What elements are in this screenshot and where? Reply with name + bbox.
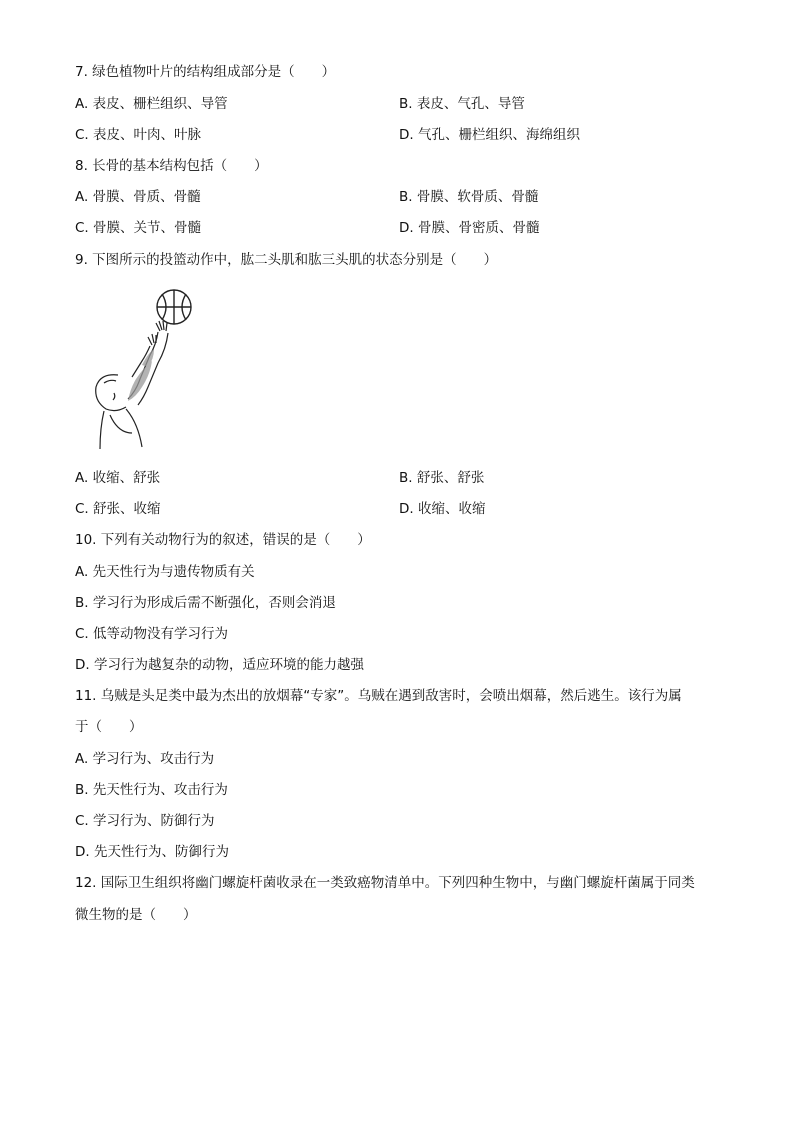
- q9-option-c: C. 舒张、收缩: [75, 501, 161, 517]
- q8-option-a: A. 骨膜、骨质、骨髓: [75, 189, 201, 205]
- basketball-icon: [157, 290, 191, 324]
- q10-option-b: B. 学习行为形成后需不断强化，否则会消退: [75, 595, 336, 611]
- q11-option-a: A. 学习行为、攻击行为: [75, 751, 215, 767]
- q10-option-c: C. 低等动物没有学习行为: [75, 626, 229, 642]
- q12-stem-line1: 12. 国际卫生组织将幽门螺旋杆菌收录在一类致癌物清单中。下列四种生物中，与幽门螺旋杆菌属于同类: [75, 875, 695, 891]
- q8-option-c: C. 骨膜、关节、骨髓: [75, 220, 202, 236]
- q9-option-a: A. 收缩、舒张: [75, 470, 161, 486]
- q12-stem-line2: 微生物的是（ ）: [75, 907, 197, 923]
- q10-option-a: A. 先天性行为与遗传物质有关: [75, 564, 255, 580]
- q8-option-b: B. 骨膜、软骨质、骨髓: [399, 189, 539, 205]
- q7-stem: 7. 绿色植物叶片的结构组成部分是（ ）: [75, 64, 336, 80]
- q9-option-b: B. 舒张、舒张: [399, 470, 485, 486]
- q11-stem-line2: 于（ ）: [75, 719, 143, 735]
- basketball-shooting-figure: [86, 283, 206, 449]
- q7-option-b: B. 表皮、气孔、导管: [399, 96, 525, 112]
- q9-option-d: D. 收缩、收缩: [399, 501, 486, 517]
- q8-stem: 8. 长骨的基本结构包括（ ）: [75, 158, 268, 174]
- q10-stem: 10. 下列有关动物行为的叙述，错误的是（ ）: [75, 532, 371, 548]
- q7-option-c: C. 表皮、叶肉、叶脉: [75, 127, 202, 143]
- q7-option-d: D. 气孔、栅栏组织、海绵组织: [399, 127, 580, 143]
- q11-stem-line1: 11. 乌贼是头足类中最为杰出的放烟幕“专家”。乌贼在遇到敌害时，会喷出烟幕，然后逃生。该行为属: [75, 688, 682, 704]
- q9-stem: 9. 下图所示的投篮动作中，肱二头肌和肱三头肌的状态分别是（ ）: [75, 252, 498, 268]
- q11-option-d: D. 先天性行为、防御行为: [75, 844, 229, 860]
- q7-option-a: A. 表皮、栅栏组织、导管: [75, 96, 228, 112]
- q11-option-b: B. 先天性行为、攻击行为: [75, 782, 228, 798]
- q10-option-d: D. 学习行为越复杂的动物，适应环境的能力越强: [75, 657, 364, 673]
- q8-option-d: D. 骨膜、骨密质、骨髓: [399, 220, 540, 236]
- q11-option-c: C. 学习行为、防御行为: [75, 813, 215, 829]
